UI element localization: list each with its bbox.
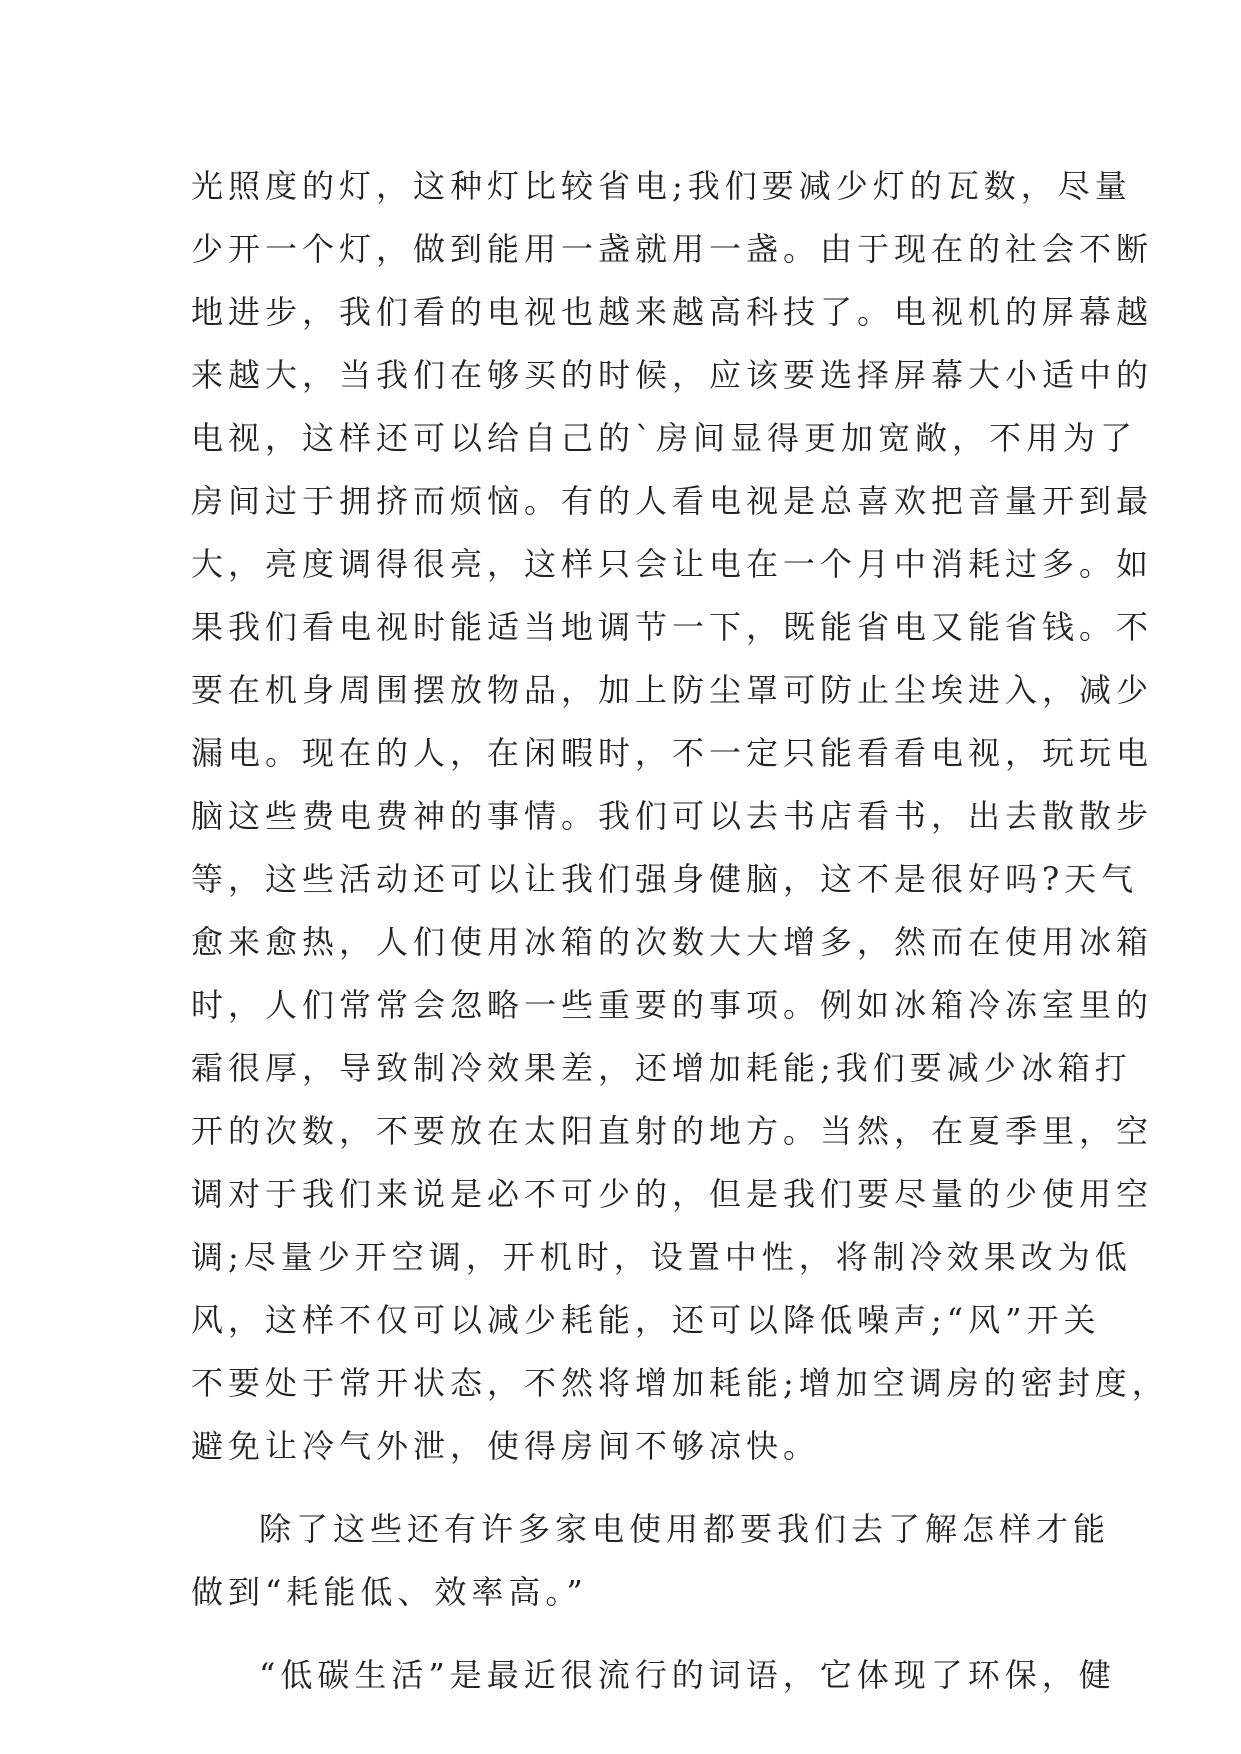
paragraph-1-line-3: 地进步，我们看的电视也越来越高科技了。电视机的屏幕越: [191, 293, 1154, 331]
paragraph-1-line-7: 大，亮度调得很亮，这样只会让电在一个月中消耗过多。如: [191, 545, 1154, 583]
paragraph-1-line-21: 避免让冷气外泄，使得房间不够凉快。: [191, 1427, 821, 1465]
paragraph-1-line-5: 电视，这样还可以给自己的`房间显得更加宽敞，不用为了: [191, 419, 1138, 457]
paragraph-3-line-1: “低碳生活”是最近很流行的词语，它体现了环保，健: [259, 1656, 1116, 1694]
paragraph-1-line-12: 等，这些活动还可以让我们强身健脑，这不是很好吗?天气: [191, 860, 1139, 898]
paragraph-1-line-9: 要在机身周围摆放物品，加上防尘罩可防止尘埃进入，减少: [191, 671, 1154, 709]
paragraph-1-line-10: 漏电。现在的人，在闲暇时，不一定只能看看电视，玩玩电: [191, 734, 1154, 772]
paragraph-1-line-4: 来越大，当我们在够买的时候，应该要选择屏幕大小适中的: [191, 356, 1154, 394]
paragraph-1-line-18: 调;尽量少开空调，开机时，设置中性，将制冷效果改为低: [191, 1238, 1132, 1276]
paragraph-1-line-1: 光照度的灯，这种灯比较省电;我们要减少灯的瓦数，尽量: [191, 167, 1132, 205]
paragraph-2-line-2: 做到“耗能低、效率高。”: [191, 1573, 588, 1611]
paragraph-1-line-15: 霜很厚，导致制冷效果差，还增加耗能;我们要减少冰箱打: [191, 1049, 1132, 1087]
paragraph-1-line-16: 开的次数，不要放在太阳直射的地方。当然，在夏季里，空: [191, 1112, 1154, 1150]
paragraph-spacer: [191, 1624, 1061, 1644]
paragraph-1-line-20: 不要处于常开状态，不然将增加耗能;增加空调房的密封度，: [191, 1364, 1169, 1402]
paragraph-1-line-2: 少开一个灯，做到能用一盏就用一盏。由于现在的社会不断: [191, 230, 1154, 268]
paragraph-spacer: [191, 1478, 1061, 1498]
paragraph-1-line-13: 愈来愈热，人们使用冰箱的次数大大增多，然而在使用冰箱: [191, 923, 1154, 961]
paragraph-1-line-14: 时，人们常常会忽略一些重要的事项。例如冰箱冷冻室里的: [191, 986, 1154, 1024]
paragraph-1-line-6: 房间过于拥挤而烦恼。有的人看电视是总喜欢把音量开到最: [191, 482, 1154, 520]
paragraph-2-line-1: 除了这些还有许多家电使用都要我们去了解怎样才能: [259, 1510, 1111, 1548]
paragraph-1-line-8: 果我们看电视时能适当地调节一下，既能省电又能省钱。不: [191, 608, 1154, 646]
document-body: [191, 155, 1169, 1707]
paragraph-1-line-19: 风，这样不仅可以减少耗能，还可以降低噪声;“风”开关: [191, 1301, 1101, 1339]
paragraph-1-line-17: 调对于我们来说是必不可少的，但是我们要尽量的少使用空: [191, 1175, 1154, 1213]
paragraph-1-line-11: 脑这些费电费神的事情。我们可以去书店看书，出去散散步: [191, 797, 1154, 835]
